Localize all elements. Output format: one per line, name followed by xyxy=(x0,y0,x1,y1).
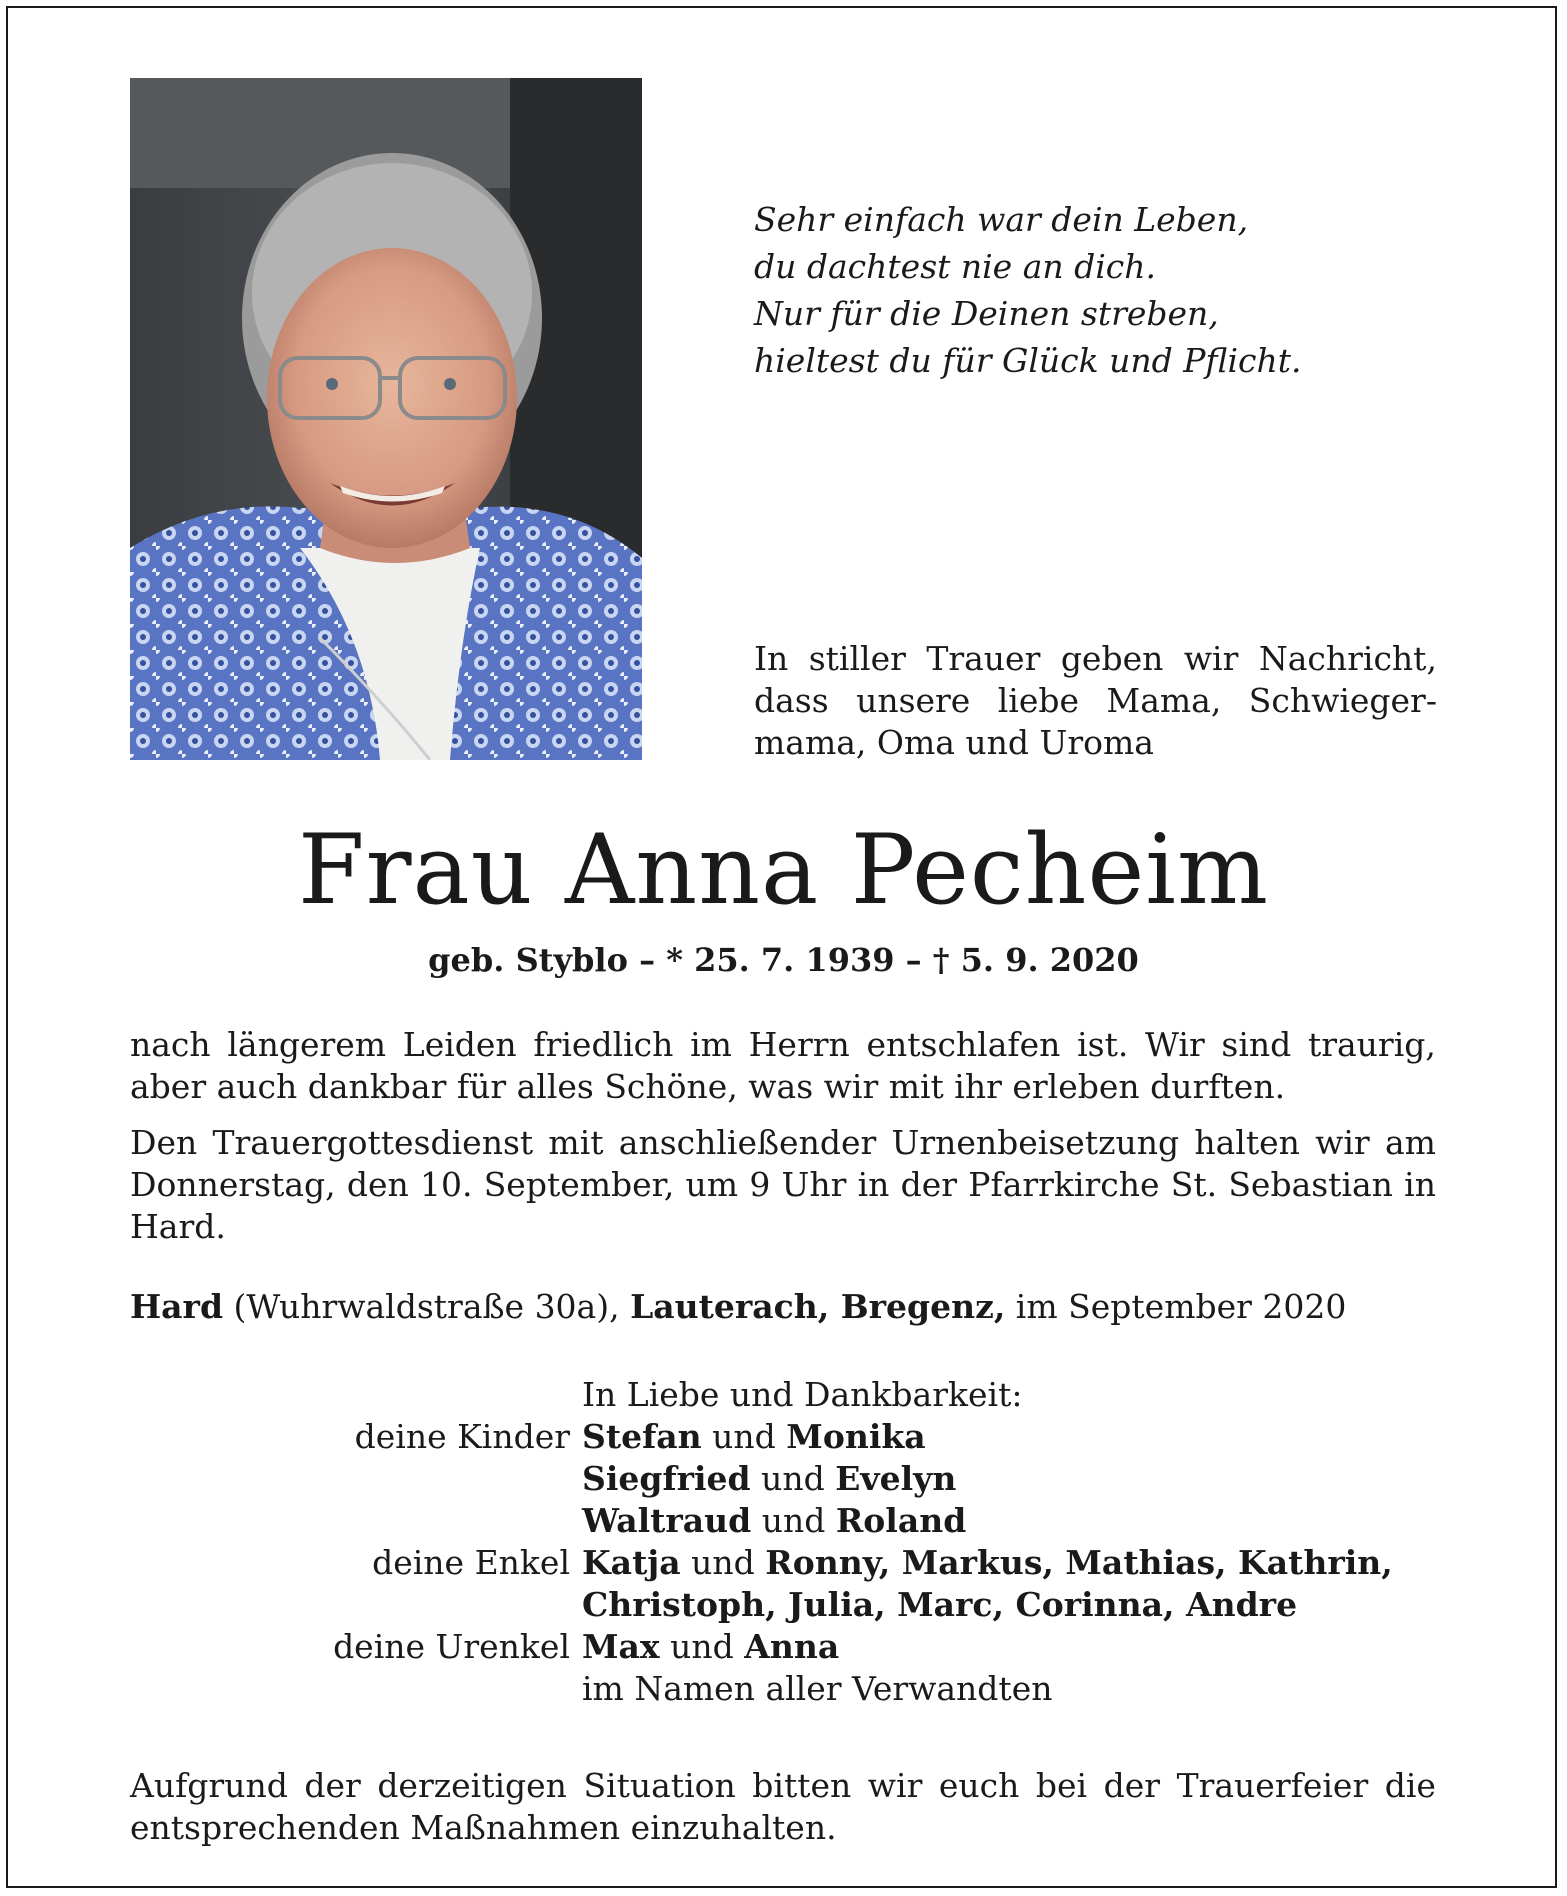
paragraph-line: entsprechenden Maßnahmen einzuhalten. xyxy=(130,1808,837,1847)
closing-text: im Namen aller Verwandten xyxy=(582,1669,1053,1708)
word: Schwieger- xyxy=(1248,681,1437,720)
portrait-image xyxy=(130,78,642,760)
deceased-name: Frau Anna Pecheim xyxy=(297,814,1270,926)
portrait-photo xyxy=(130,78,642,760)
word: Sebastian xyxy=(1228,1165,1393,1204)
word: 9 xyxy=(749,1165,771,1204)
word: in xyxy=(1404,1165,1436,1204)
paragraph-line xyxy=(130,1765,1436,1807)
word: den xyxy=(346,1165,409,1204)
word: liebe xyxy=(997,681,1080,720)
und: und xyxy=(712,1417,776,1456)
grandchildren-names: Ronny, Markus, Mathias, Kathrin, xyxy=(765,1543,1393,1582)
enkel-label: deine Enkel xyxy=(372,1543,570,1582)
urenkel-row xyxy=(130,1626,1460,1668)
word: bitten xyxy=(752,1766,852,1805)
grandchildren-names: Christoph, Julia, Marc, Corinna, Andre xyxy=(582,1585,1298,1624)
word: Wir xyxy=(1145,1025,1205,1064)
word: wir xyxy=(1183,639,1239,678)
word: im xyxy=(690,1025,732,1064)
paragraph-line xyxy=(130,1122,1436,1164)
child-name: Stefan xyxy=(582,1417,702,1456)
word: Situation xyxy=(583,1766,736,1805)
intro-line-2 xyxy=(754,680,1437,722)
word: längerem xyxy=(227,1025,387,1064)
enkel-row xyxy=(130,1584,1460,1626)
service-paragraph xyxy=(130,1122,1436,1248)
family-signoff xyxy=(130,1374,1460,1710)
place-hard: Hard xyxy=(130,1287,224,1326)
signoff-heading-row xyxy=(130,1374,1460,1416)
birth-death-dates: geb. Styblo – * 25. 7. 1939 – † 5. 9. 2020 xyxy=(428,941,1139,979)
word: September, xyxy=(483,1165,675,1204)
poem-line: hieltest du für Glück und Pflicht. xyxy=(754,341,1302,380)
intro-line-3: mama, Oma und Uroma xyxy=(754,723,1154,762)
child-partner-name: Roland xyxy=(835,1501,967,1540)
word: friedlich xyxy=(533,1025,674,1064)
intro-text xyxy=(754,638,1437,764)
child-partner-name: Evelyn xyxy=(835,1459,957,1498)
announcement-paragraph xyxy=(130,1024,1436,1108)
word: sind xyxy=(1221,1025,1292,1064)
grandchild-name: Katja xyxy=(582,1543,681,1582)
word: bei xyxy=(1035,1766,1088,1805)
word: am xyxy=(1384,1123,1436,1162)
signoff-heading: In Liebe und Dankbarkeit: xyxy=(582,1375,1023,1414)
intro-line-1 xyxy=(754,638,1437,680)
location-date: im September 2020 xyxy=(1005,1287,1347,1326)
kinder-row xyxy=(130,1500,1460,1542)
word: Pfarrkirche xyxy=(968,1165,1160,1204)
word: Trauergottesdienst xyxy=(212,1123,534,1162)
address: (Wuhrwaldstraße 30a), xyxy=(223,1287,631,1326)
word: Urnenbeisetzung xyxy=(891,1123,1180,1162)
word: um xyxy=(685,1165,739,1204)
word: 10. xyxy=(419,1165,473,1204)
poem-line: Sehr einfach war dein Leben, xyxy=(754,200,1249,239)
poem-line: du dachtest nie an dich. xyxy=(754,247,1157,286)
word: Donnerstag, xyxy=(130,1165,336,1204)
und: und xyxy=(761,1459,825,1498)
kinder-row xyxy=(130,1416,1460,1458)
child-partner-name: Monika xyxy=(786,1417,926,1456)
und: und xyxy=(691,1543,755,1582)
word: der xyxy=(900,1165,958,1204)
kinder-label: deine Kinder xyxy=(354,1417,570,1456)
word: Trauerfeier xyxy=(1176,1766,1369,1805)
word: Aufgrund xyxy=(130,1766,288,1805)
word: stiller xyxy=(808,639,906,678)
great-grandchild-name: Max xyxy=(582,1627,660,1666)
und: und xyxy=(761,1501,826,1540)
word: entschlafen xyxy=(866,1025,1061,1064)
word: in xyxy=(857,1165,890,1204)
word: unsere xyxy=(856,681,971,720)
word: Nachricht, xyxy=(1258,639,1437,678)
word: Den xyxy=(130,1123,198,1162)
word: Uhr xyxy=(781,1165,847,1204)
word: Leiden xyxy=(402,1025,517,1064)
closing-row xyxy=(130,1668,1460,1710)
paragraph-line xyxy=(130,1024,1436,1066)
paragraph-line xyxy=(130,1164,1436,1206)
places-lauterach-bregenz: Lauterach, Bregenz, xyxy=(630,1287,1006,1326)
word: euch xyxy=(938,1766,1020,1805)
kinder-row xyxy=(130,1458,1460,1500)
word: geben xyxy=(1060,639,1164,678)
word: dass xyxy=(754,681,829,720)
child-name: Siegfried xyxy=(582,1459,751,1498)
urenkel-label: deine Urenkel xyxy=(333,1627,570,1666)
word: die xyxy=(1384,1766,1436,1805)
word: traurig, xyxy=(1307,1025,1436,1064)
paragraph-line: aber auch dankbar für alles Schöne, was wir mit ihr erleben durften. xyxy=(130,1067,1286,1106)
word: anschließender xyxy=(618,1123,877,1162)
poem-line: Nur für die Deinen streben, xyxy=(754,294,1219,333)
word: wir xyxy=(1315,1123,1370,1162)
und: und xyxy=(670,1627,734,1666)
word: In xyxy=(754,639,789,678)
word: St. xyxy=(1170,1165,1218,1204)
word: ist. xyxy=(1077,1025,1129,1064)
great-grandchild-name: Anna xyxy=(744,1627,840,1666)
word: wir xyxy=(867,1766,923,1805)
word: mit xyxy=(548,1123,604,1162)
enkel-row xyxy=(130,1542,1460,1584)
word: nach xyxy=(130,1025,211,1064)
notice-paragraph xyxy=(130,1765,1436,1849)
word: derzeitigen xyxy=(377,1766,567,1805)
location-line xyxy=(130,1286,1436,1328)
word: Herrn xyxy=(748,1025,850,1064)
word: Mama, xyxy=(1106,681,1222,720)
paragraph-line: Hard. xyxy=(130,1207,226,1246)
memorial-poem xyxy=(754,196,1454,384)
word: halten xyxy=(1194,1123,1300,1162)
word: der xyxy=(304,1766,361,1805)
child-name: Waltraud xyxy=(582,1501,752,1540)
word: der xyxy=(1103,1766,1161,1805)
word: Trauer xyxy=(926,639,1041,678)
